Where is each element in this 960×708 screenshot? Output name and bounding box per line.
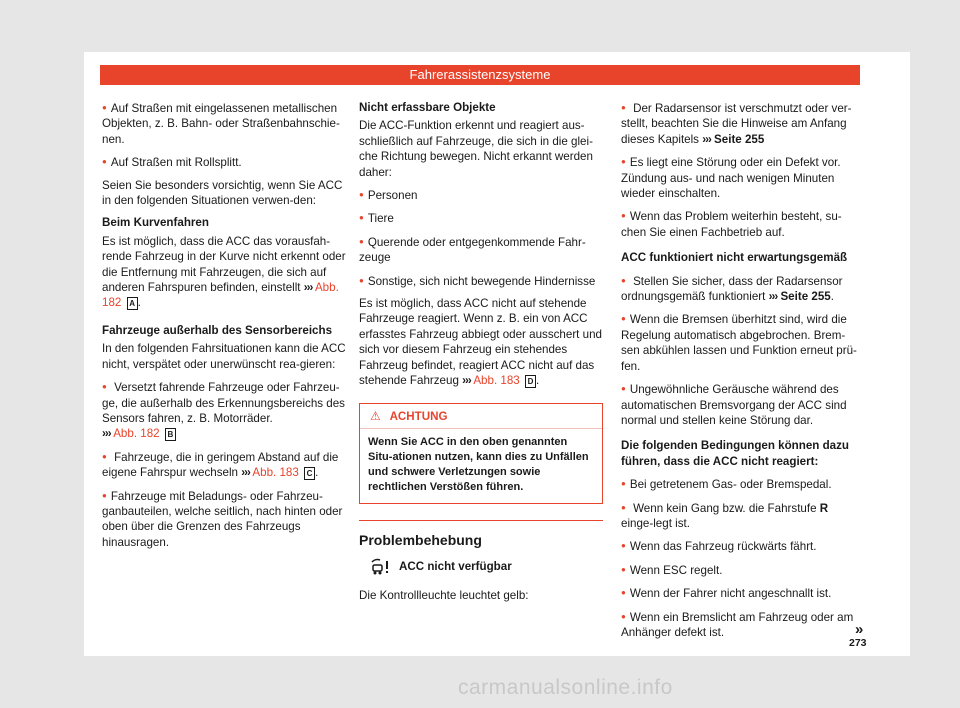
warning-triangle-icon: ⚠ xyxy=(370,408,381,423)
column-3 xyxy=(621,100,859,647)
column-2 xyxy=(359,100,603,610)
list-item: ● Stellen Sie sicher, dass der Radarsensor ordnungsgemäß funktioniert ››› Seite 255. xyxy=(621,273,859,305)
acc-indicator-icon xyxy=(369,558,391,576)
list-item: ● Auf Straßen mit eingelassenen metallischen Objekten, z. B. Bahn- oder Straßenbahnschie-nen. xyxy=(102,100,346,147)
column-1 xyxy=(102,100,346,557)
paragraph: Seien Sie besonders vorsichtig, wenn Sie ACC in den folgenden Situationen verwen-den: xyxy=(102,178,343,208)
list-item: ● Wenn die Bremsen überhitzt sind, wird die Regelung automatisch abgebrochen. Brem-sen abkühlen lassen und Funktion erneut prü-fen. xyxy=(621,311,859,374)
arrow-icon: ››› xyxy=(303,281,313,295)
figure-letter-badge: C xyxy=(304,467,315,480)
page-link[interactable]: Seite 255 xyxy=(780,290,831,304)
arrow-icon: ››› xyxy=(702,132,711,146)
list-item: ● Auf Straßen mit Rollsplitt. xyxy=(102,154,346,170)
list-item: ● Wenn das Problem weiterhin besteht, su-chen Sie einen Fachbetrieb auf. xyxy=(621,208,859,240)
figure-letter-badge: B xyxy=(165,428,176,441)
warning-text: Wenn Sie ACC in den oben genannten Situ-ationen nutzen, kann dies zu Unfällen und schwere Verletzungen sowie rechtlichen Verstößen führen. xyxy=(368,435,589,493)
warning-header xyxy=(360,404,602,429)
arrow-icon: ››› xyxy=(102,427,111,441)
chapter-header: Fahrerassistenzsysteme xyxy=(100,65,860,85)
list-item: ● Wenn ein Bremslicht am Fahrzeug oder am Anhänger defekt ist. xyxy=(621,609,859,641)
paragraph: Die Kontrollleuchte leuchtet gelb: xyxy=(359,588,529,602)
indicator-row xyxy=(369,558,603,576)
subheading-sensor-range: Fahrzeuge außerhalb des Sensorbereichs xyxy=(102,323,333,337)
arrow-icon: ››› xyxy=(768,290,778,304)
list-item: ● Querende oder entgegenkommende Fahr-zeuge xyxy=(359,234,603,266)
gear-r-label: R xyxy=(819,501,829,515)
subheading-not-working: ACC funktioniert nicht erwartungsgemäß xyxy=(621,251,848,265)
warning-box xyxy=(359,403,603,504)
figure-link[interactable]: Abb. 183 xyxy=(473,374,520,388)
arrow-icon: ››› xyxy=(241,466,250,480)
list-item: ● Sonstige, sich nicht bewegende Hindernisse xyxy=(359,273,603,289)
watermark: carmanualsonline.info xyxy=(458,676,673,699)
paragraph: Es ist möglich, dass ACC nicht auf stehende Fahrzeuge reagiert. Wenn z. B. ein von ACC erfasstes Fahrzeug abbiegt oder ausschert und sich vor diesem Fahrzeug ein stehendes Fahrzeug befindet, reagiert ACC nicht auf das stehende Fahrzeug ››› Abb. 183 D . xyxy=(359,297,602,388)
list-item: ● Ungewöhnliche Geräusche während des automatischen Bremsvorgang der ACC sind normal und stellen keine Störung dar. xyxy=(621,381,859,428)
list-item: ● Wenn ESC regelt. xyxy=(621,562,859,578)
subheading-undetectable: Nicht erfassbare Objekte xyxy=(359,101,496,114)
section-title: Problembehebung xyxy=(359,520,603,548)
list-item: ● Tiere xyxy=(359,210,603,226)
list-item: ● Wenn der Fahrer nicht angeschnallt ist. xyxy=(621,585,859,601)
figure-letter-badge: D xyxy=(525,375,536,388)
paragraph: Es ist möglich, dass die ACC das vorausfah-rende Fahrzeug in der Kurve nicht erkennt oder die Entfernung mit Fahrzeugen, die sich auf anderen Fahrspuren befinden, einstellt ››› Abb. 182 A . xyxy=(102,234,346,310)
list-item: ● Wenn das Fahrzeug rückwärts fährt. xyxy=(621,538,859,554)
list-item: ● Bei getretenem Gas- oder Bremspedal. xyxy=(621,476,859,492)
continue-arrow-icon: » xyxy=(855,621,864,638)
subheading-conditions: Die folgenden Bedingungen können dazu führen, dass die ACC nicht reagiert: xyxy=(621,439,850,468)
subheading-curve: Beim Kurvenfahren xyxy=(102,216,209,230)
list-item: ● Versetzt fahrende Fahrzeuge oder Fahrzeu-ge, die außerhalb des Erkennungsbereichs des Sensors fahren, z. B. Motorräder. ››› Abb. 182 B xyxy=(102,379,346,442)
list-item: ● Fahrzeuge, die in geringem Abstand auf die eigene Fahrspur wechseln ››› Abb. 183 C . xyxy=(102,449,346,481)
arrow-icon: ››› xyxy=(462,374,471,388)
figure-link[interactable]: Abb. 182 xyxy=(102,281,339,310)
page-number: 273 xyxy=(849,637,867,649)
list-item: ● Personen xyxy=(359,187,603,203)
warning-title: ACHTUNG xyxy=(389,409,448,423)
figure-letter-badge: A xyxy=(127,297,138,310)
page-link[interactable]: Seite 255 xyxy=(714,132,765,146)
list-item: ● Fahrzeuge mit Beladungs- oder Fahrzeu-ganbauteilen, welche seitlich, nach hinten oder oben über die Grenzen des Fahrzeugs hinausragen. xyxy=(102,488,346,551)
list-item: ● Wenn kein Gang bzw. die Fahrstufe R einge-legt ist. xyxy=(621,500,859,532)
paragraph: In den folgenden Fahrsituationen kann die ACC nicht, verspätet oder unerwünscht rea-gieren: xyxy=(102,342,346,371)
paragraph: Die ACC-Funktion erkennt und reagiert aus-schließlich auf Fahrzeuge, die sich in die glei-che Richtung bewegen. Nicht erkannt werden daher: xyxy=(359,119,593,179)
figure-link[interactable]: Abb. 182 xyxy=(113,427,160,441)
figure-link[interactable]: Abb. 183 xyxy=(252,466,299,480)
list-item: ● Es liegt eine Störung oder ein Defekt vor. Zündung aus- und nach wenigen Minuten wieder einschalten. xyxy=(621,154,859,201)
list-item: ● Der Radarsensor ist verschmutzt oder ver-stellt, beachten Sie die Hinweise am Anfang dieses Kapitels ››› Seite 255 xyxy=(621,100,859,147)
indicator-title: ACC nicht verfügbar xyxy=(399,560,512,574)
